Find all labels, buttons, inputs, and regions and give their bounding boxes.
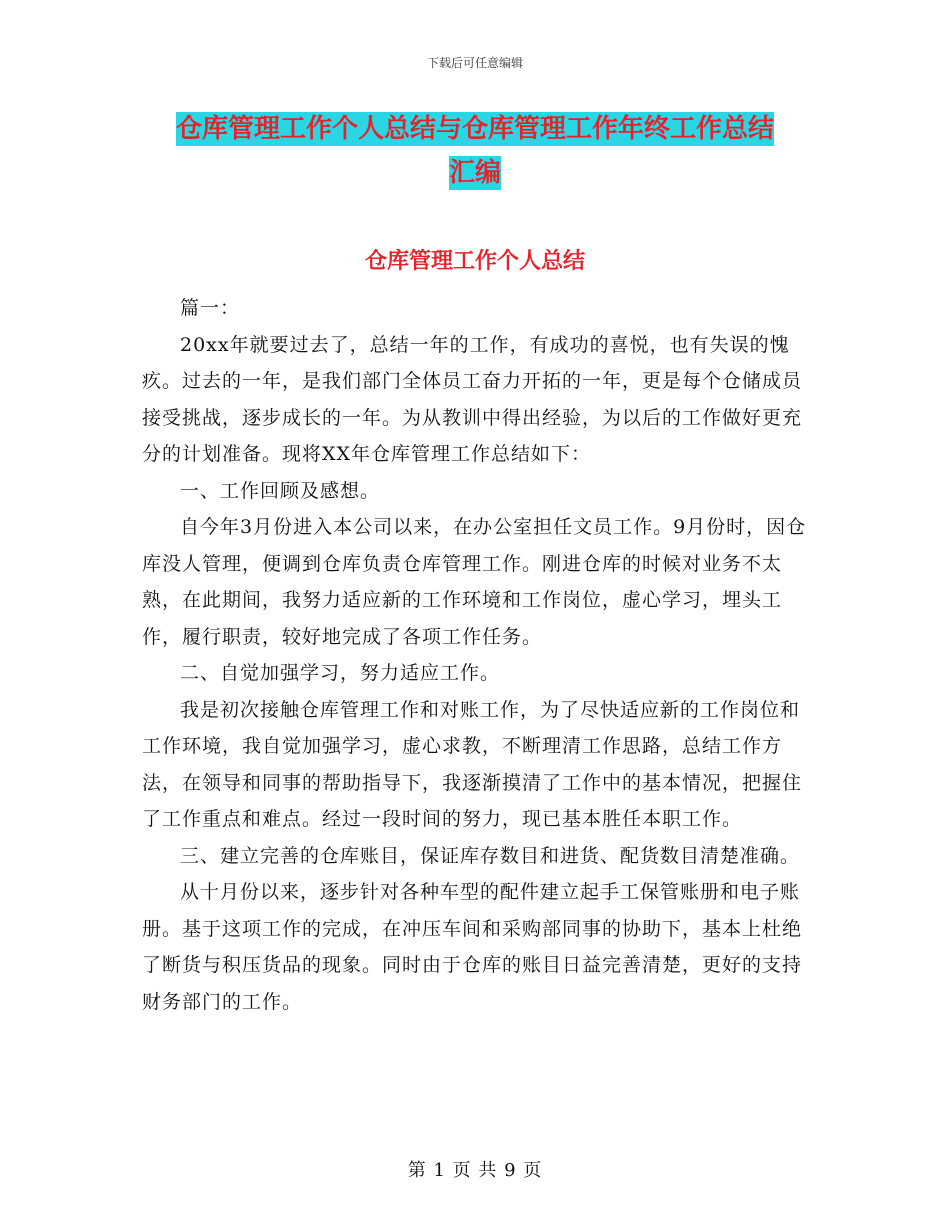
- paragraph-learning: 我是初次接触仓库管理工作和对账工作，为了尽快适应新的工作岗位和工作环境，我自觉加强学习，虚心求教，不断理清工作思路，总结工作方法，在领导和同事的帮助指导下，我逐渐摸清了工作中的基本情况，把握住了工作重点和难点。经过一段时间的努力，现已基本胜任本职工作。: [142, 698, 803, 830]
- heading-work-review: 一、工作回顾及感想。: [180, 479, 381, 502]
- document-title-continued: [0, 151, 950, 195]
- document-body: [142, 290, 812, 1020]
- document-title: [0, 107, 950, 151]
- paragraph-part-label: 篇一：: [180, 297, 241, 319]
- paragraph-accounts: 从十月份以来，逐步针对各种车型的配件建立起手工保管账册和电子账册。基于这项工作的完成，在冲压车间和采购部同事的协助下，基本上杜绝了断货与积压货品的现象。同时由于仓库的账目日益完善清楚，更好的支持财务部门的工作。: [142, 881, 803, 1013]
- heading-accounts: 三、建立完善的仓库账目，保证库存数目和进货、配货数目清楚准确。: [180, 844, 801, 867]
- document-title-line-1: 仓库管理工作个人总结与仓库管理工作年终工作总结: [175, 114, 774, 144]
- page-header-note: 下载后可任意编辑: [426, 56, 523, 70]
- heading-learning: 二、自觉加强学习，努力适应工作。: [180, 662, 501, 684]
- page-number: 第 1 页 共 9 页: [407, 1160, 543, 1181]
- paragraph-intro: 20xx年就要过去了，总结一年的工作，有成功的喜悦，也有失误的愧疚。过去的一年，是我们部门全体员工奋力开拓的一年，更是每个仓储成员接受挑战，逐步成长的一年。为从教训中得出经验，为以后的工作做好更充分的计划准备。现将XX年仓库管理工作总结如下：: [142, 333, 803, 465]
- section-title: 仓库管理工作个人总结: [364, 248, 585, 274]
- paragraph-work-review: 自今年3月份进入本公司以来，在办公室担任文员工作。9月份时，因仓库没人管理，便调到仓库负责仓库管理工作。刚进仓库的时候对业务不太熟，在此期间，我努力适应新的工作环境和工作岗位，虚心学习，埋头工作，履行职责，较好地完成了各项工作任务。: [142, 516, 807, 648]
- document-title-line-2: 汇编: [448, 158, 501, 188]
